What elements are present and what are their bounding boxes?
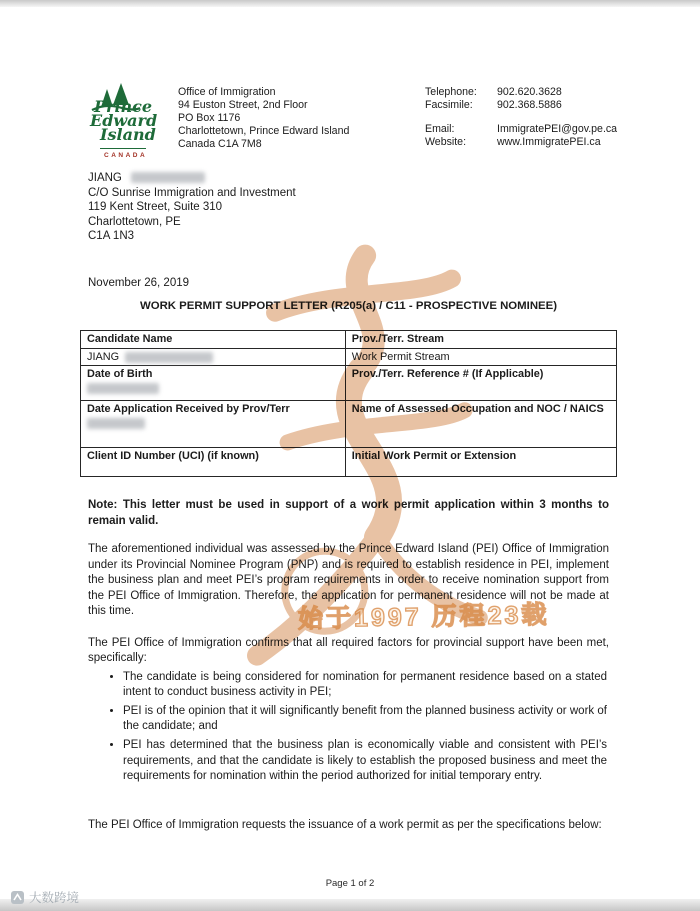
- dob-value: [87, 382, 339, 394]
- email-label: Email:: [425, 123, 455, 135]
- corner-brand: [10, 888, 79, 906]
- email-value: ImmigratePEI@gov.pe.ca: [497, 123, 618, 135]
- address-line: Office of Immigration: [178, 86, 276, 98]
- list-item: • PEI has determined that the business plan is economically viable and consistent with PEI’s requirements, and that the candidate is likely to establish the proposed business and meet the requirements for nomination within the period authorized for initial temporary entry.: [123, 738, 607, 784]
- recipient-name-line: [88, 171, 296, 186]
- telephone-label: Telephone:: [425, 86, 477, 98]
- recipient-line: 119 Kent Street, Suite 310: [88, 201, 223, 214]
- recipient-line: C/O Sunrise Immigration and Investment: [88, 186, 296, 199]
- watermark-tagline: 始于1997 历程23载: [297, 600, 550, 634]
- scan-edge-top: [0, 0, 700, 7]
- candidate-name-value: JIANG: [87, 351, 120, 363]
- phone-fax-block: [425, 86, 562, 112]
- table-row: [81, 366, 617, 401]
- redaction-bar: [87, 383, 159, 394]
- recipient-line: C1A 1N3: [88, 230, 135, 243]
- brand-text: 大数跨境: [29, 891, 80, 905]
- brand-icon: [10, 890, 25, 905]
- redaction-bar: [125, 352, 213, 363]
- date-received-value: [87, 417, 339, 429]
- recipient-name: JIANG: [88, 172, 122, 184]
- telephone-value: 902.620.3628: [497, 86, 562, 98]
- website-label: Website:: [425, 136, 467, 149]
- address-line: PO Box 1176: [178, 111, 241, 124]
- list-item: • PEI is of the opinion that it will significantly benefit from the planned business activity or work of the candidate; and: [123, 704, 607, 734]
- letter-title: WORK PERMIT SUPPORT LETTER (R205(a) / C11 - PROSPECTIVE NOMINEE): [139, 300, 558, 312]
- table-row: [81, 401, 617, 448]
- paragraph-confirms: The PEI Office of Immigration confirms that all required factors for provincial support have been met, specifically:: [88, 636, 609, 664]
- date-received-label: Date Application Received by Prov/Terr: [87, 403, 290, 415]
- email-website-block: [425, 123, 617, 149]
- office-address-block: [178, 86, 349, 151]
- dob-cell: [81, 366, 346, 401]
- recipient-address-block: [88, 171, 296, 244]
- table-row: [81, 448, 617, 477]
- redaction-bar: [87, 418, 145, 429]
- scan-edge-bottom: [0, 899, 700, 911]
- letter-body: [80, 300, 617, 833]
- facsimile-value: 902.368.5886: [497, 99, 562, 112]
- permit-label: Initial Work Permit or Extension: [345, 448, 616, 477]
- address-line: 94 Euston Street, 2nd Floor: [178, 98, 308, 111]
- stream-label: Prov./Terr. Stream: [345, 331, 616, 349]
- logo-word-edward: Edward: [90, 111, 158, 130]
- email-row: [425, 123, 617, 136]
- logo-country-label: CANADA: [104, 152, 148, 159]
- table-row: [81, 349, 617, 366]
- redaction-bar: [131, 172, 205, 183]
- candidate-name-label: Candidate Name: [81, 331, 346, 349]
- stream-value: Work Permit Stream: [345, 349, 616, 366]
- occupation-label: Name of Assessed Occupation and NOC / NAICS: [345, 401, 616, 448]
- reference-label: Prov./Terr. Reference # (If Applicable): [345, 366, 616, 401]
- paragraph-assessment: The aforementioned individual was assessed by the Prince Edward Island (PEI) Office of Immigration under its Provincial Nominee Program (PNP) and is required to establish residence in PEI, implement the business plan and meet PEI’s program requirements in order to receive nomination support from the PEI Office of Immigration. Therefore, the application for permanent residence will not be made at this time.: [88, 543, 609, 617]
- paragraph-requests: The PEI Office of Immigration requests the issuance of a work permit as per the specifications below:: [88, 818, 602, 831]
- facsimile-row: [425, 99, 562, 112]
- logo-wordmark: [90, 97, 158, 144]
- website-value: www.ImmigratePEI.ca: [497, 136, 601, 149]
- telephone-row: [425, 86, 562, 99]
- candidate-name-cell: [81, 349, 346, 366]
- table-row: [81, 331, 617, 349]
- facsimile-label: Facsimile:: [425, 99, 473, 112]
- logo-word-island: Island: [100, 125, 156, 144]
- date-received-cell: [81, 401, 346, 448]
- logo-word-prince: Prince: [94, 97, 153, 116]
- website-row: [425, 136, 617, 149]
- support-factors-list: [108, 670, 607, 784]
- address-line: Canada C1A 7M8: [178, 137, 262, 150]
- address-line: Charlottetown, Prince Edward Island: [178, 124, 350, 137]
- recipient-line: Charlottetown, PE: [88, 215, 181, 228]
- validity-note: Note: This letter must be used in support of a work permit application within 3 months to remain valid.: [88, 499, 609, 527]
- list-item: • The candidate is being considered for nomination for permanent residence based on a stated intent to conduct business activity in PEI;: [123, 670, 607, 700]
- page-number: Page 1 of 2: [325, 878, 375, 889]
- dob-label: Date of Birth: [87, 368, 153, 380]
- candidate-info-table: [80, 330, 617, 477]
- pei-logo: [86, 82, 182, 162]
- logo-rule: [100, 148, 146, 149]
- uci-label: Client ID Number (UCI) (if known): [81, 448, 346, 477]
- letter-date: November 26, 2019: [88, 277, 190, 289]
